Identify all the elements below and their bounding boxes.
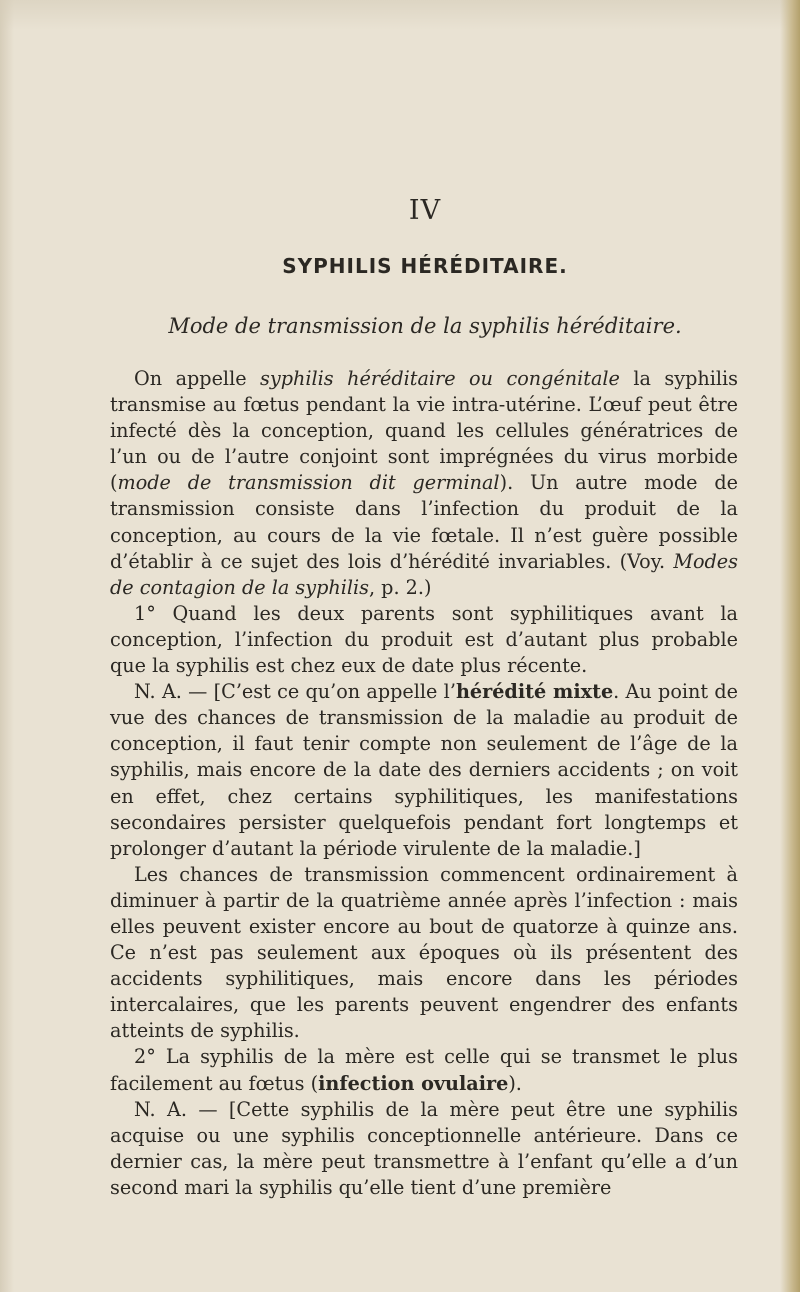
page-top-tint: [0, 0, 800, 30]
text-span: On appelle: [134, 367, 261, 390]
paragraph-chances: Les chances de transmission commencent ordinairement à diminuer à partir de la quatrième année après l’infection : mais elles peuvent exister encore au bout de quatorze à quinze ans. Ce n’est pas seulement aux époques où ils présentent des accidents syphilitiques, mais encore dans les périodes intercalaires, que les parents peuvent engendrer des enfants atteints de syphilis.: [110, 862, 738, 1043]
text-span: la syphilis transmise au fœtus pendant la vie intra-utérine. L’œuf peut être infecté dès la conception, quand les cellules génératrices de l’un ou de l’autre conjoint sont imprégnées du virus morbide (: [110, 367, 739, 495]
text-span: ). Un autre mode de transmission consiste dans l’infection du produit de la conception, au cours de la vie fœtale. Il n’est guère possible d’établir à ce sujet des lois d’hérédité invariables. (Voy.: [110, 471, 738, 573]
paragraph-note-mixed-heredity: [110, 679, 738, 862]
chapter-title: SYPHILIS HÉRÉDITAIRE.: [282, 254, 568, 278]
text-span: , p. 2.): [368, 575, 432, 599]
page-gutter-shadow: [0, 0, 14, 1292]
paragraph-note-maternal: N. A. — [Cette syphilis de la mère peut être une syphilis acquise ou une syphilis conceptionnelle antérieure. Dans ce dernier cas, la mère peut transmettre à l’enfant qu’elle a d’un second mari la syphilis qu’elle tient d’une première: [110, 1097, 738, 1199]
bold-term: infection ovulaire: [318, 1071, 509, 1095]
section-title: Mode de transmission de la syphilis héréditaire.: [168, 314, 682, 338]
paragraph-point-1: 1° Quand les deux parents sont syphilitiques avant la conception, l’infection du produit est d’autant plus probable que la syphilis est chez eux de date plus récente.: [110, 601, 738, 678]
text-span: 2° La syphilis de la mère est celle qui se transmet le plus facilement au fœtus (: [110, 1045, 738, 1095]
paragraph-point-2: [110, 1044, 738, 1096]
chapter-number: IV: [408, 195, 442, 226]
text-span: . Au point de vue des chances de transmission de la maladie au produit de conception, il faut tenir compte non seulement de l’âge de la syphilis, mais encore de la date des derniers accidents ; on voit en effet, chez certains syphilitiques, les manifestations secondaires persister quelquefois pendant fort longtemps et prolonger d’autant la période virulente de la maladie.]: [110, 680, 738, 860]
page-edge: [780, 0, 800, 1292]
emphasis-reference: Modes de contagion de la syphilis: [110, 549, 738, 599]
text-span: ).: [508, 1071, 522, 1095]
emphasis-term: mode de transmission dit germinal: [117, 471, 500, 495]
text-span: N. A. — [C’est ce qu’on appelle l’: [134, 680, 456, 704]
bold-term: hérédité mixte: [455, 680, 614, 704]
emphasis-term: syphilis héréditaire ou congénitale: [260, 367, 620, 390]
paragraph-definition: [110, 366, 738, 601]
body-text: [110, 366, 738, 1201]
